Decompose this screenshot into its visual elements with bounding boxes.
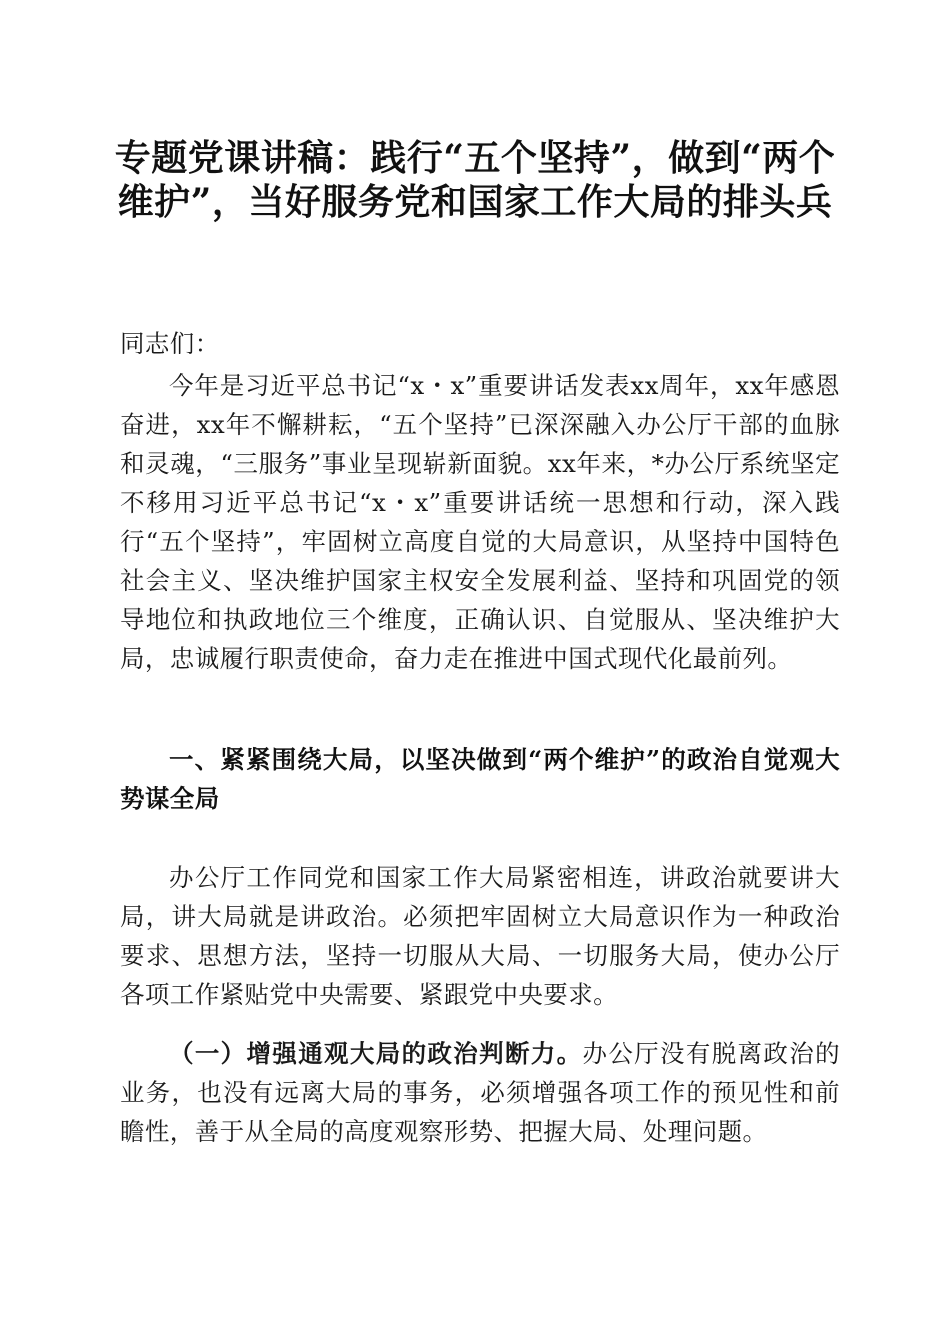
intro-paragraph: 今年是习近平总书记“x・x”重要讲话发表xx周年，xx年感恩奋进，xx年不懈耕耘，“五个坚持”已深深融入办公厅干部的血脉和灵魂，“三服务”事业呈现崭新面貌。xx年来，*办公厅系统坚定不移用习近平总书记“x・x”重要讲话统一思想和行动，深入践行“五个坚持”，牢固树立高度自觉的大局意识，从坚持中国特色社会主义、坚决维护国家主权安全发展利益、坚持和巩固党的领导地位和执政地位三个维度，正确认识、自觉服从、坚决维护大局，忠诚履行职责使命，奋力走在推进中国式现代化最前列。	[120, 371, 840, 673]
document-title: 专题党课讲稿：践行“五个坚持”，做到“两个维护”，当好服务党和国家工作大局的排头兵	[114, 137, 836, 223]
subsection-1-text: 办公厅没有脱离政治的业务，也没有远离大局的事务，必须增强各项工作的预见性和前瞻性，善于从全局的高度观察形势、把握大局、处理问题。	[120, 1039, 840, 1146]
section-heading-1: 一、紧紧围绕大局，以坚决做到“两个维护”的政治自觉观大势谋全局	[120, 745, 840, 813]
salutation: 同志们：	[120, 329, 220, 358]
section-1-paragraph: 办公厅工作同党和国家工作大局紧密相连，讲政治就要讲大局，讲大局就是讲政治。必须把牢固树立大局意识作为一种政治要求、思想方法，坚持一切服从大局、一切服务大局，使办公厅各项工作紧贴党中央需要、紧跟党中央要求。	[120, 863, 840, 1009]
subsection-1-paragraph	[120, 1034, 840, 1151]
subsection-heading-1: （一）增强通观大局的政治判断力。	[169, 1039, 583, 1068]
